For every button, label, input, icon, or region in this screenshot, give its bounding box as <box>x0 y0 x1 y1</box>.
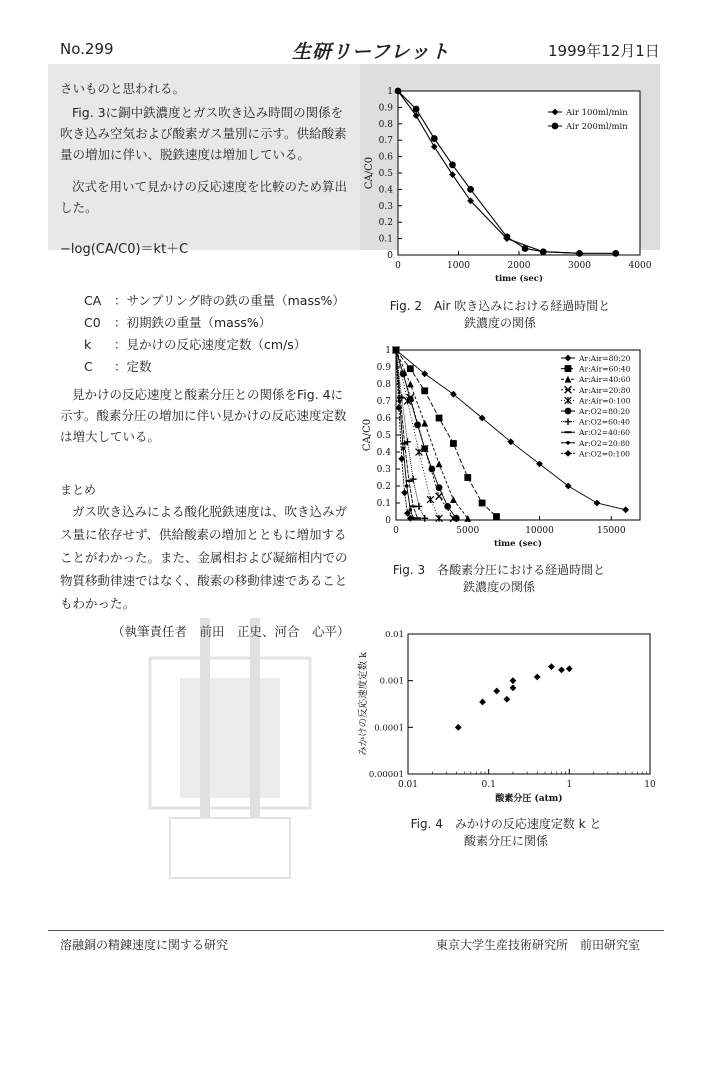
legend-marker <box>566 441 570 445</box>
data-point <box>407 365 414 372</box>
legend-marker <box>565 408 572 415</box>
data-point <box>395 88 402 95</box>
y-axis-label: みかけの反応速度定数 k <box>358 652 369 756</box>
y-tick-label: 1 <box>387 87 393 97</box>
data-point <box>444 503 451 510</box>
legend-label: Ar:O2=0:100 <box>579 449 630 459</box>
data-point <box>428 466 435 473</box>
definition-k: k ：見かけの反応速度定数（cm/s） <box>84 337 307 352</box>
x-tick-label: 0.1 <box>481 780 496 790</box>
y-tick-label: 0.1 <box>376 499 391 509</box>
data-point <box>436 484 443 491</box>
data-point <box>576 250 583 257</box>
x-tick-label: 10000 <box>525 526 554 536</box>
y-tick-label: 0.3 <box>378 201 393 212</box>
x-tick-label: 10 <box>644 780 656 790</box>
x-tick-label: 3000 <box>568 261 591 271</box>
x-tick-label: 5000 <box>456 526 480 536</box>
fig3-plot <box>362 346 640 549</box>
data-point <box>414 421 421 428</box>
x-axis-label: time (sec) <box>495 274 543 284</box>
y-tick-label: 0.2 <box>376 482 391 492</box>
definition-list <box>84 290 345 378</box>
fig3-caption-line2: 鉄濃度の関係 <box>462 580 535 594</box>
y-tick-label: 0.8 <box>378 119 393 130</box>
y-axis-label: CA/C0 <box>364 156 375 190</box>
y-tick-label: 0.0001 <box>374 723 404 734</box>
legend-label: Ar:Air=20:80 <box>579 385 631 395</box>
data-point <box>421 445 428 452</box>
legend-label: Ar:O2=20:80 <box>579 438 630 448</box>
x-tick-label: 0 <box>393 526 399 536</box>
y-tick-label: 0.5 <box>376 431 391 441</box>
x-tick-label: 0.01 <box>397 780 419 790</box>
data-point <box>436 415 443 422</box>
y-tick-label: 0.001 <box>379 676 404 687</box>
data-point <box>431 135 438 142</box>
y-tick-label: 0.8 <box>376 380 391 390</box>
paragraph-1: さいものと思われる。 <box>60 81 186 96</box>
fig4-chart <box>350 622 660 814</box>
fig3-caption-line1: Fig. 3 各酸素分圧における経過時間と <box>392 563 606 577</box>
paragraph-4: 見かけの反応速度と酸素分圧との関係をFig. 4に示す。酸素分圧の増加に伴い見かけの反応速度定数は増大している。 <box>60 387 347 444</box>
y-tick-label: 1 <box>385 346 391 356</box>
x-axis-label: time (sec) <box>494 539 542 549</box>
paragraph-3: 次式を用いて見かけの反応速度を比較のため算出した。 <box>60 179 348 215</box>
y-tick-label: 0.1 <box>378 234 393 245</box>
data-point <box>522 245 529 252</box>
legend-label: Ar:O2=60:40 <box>579 417 630 427</box>
y-tick-label: 0.5 <box>378 169 393 179</box>
issue-date: 1999年12月1日 <box>548 42 660 60</box>
data-point <box>407 396 414 403</box>
data-point <box>413 106 420 113</box>
legend-label: Ar:O2=80:20 <box>579 407 630 416</box>
definition-ca: CA ：サンプリング時の鉄の重量（mass%） <box>84 293 345 308</box>
paragraph-5: ガス吹き込みによる酸化脱鉄速度は、吹き込みガス量に依存せず、供給酸素の増加とともに増加することがわかった。また、金属相および凝縮相内での物質移動律速ではなく、酸素の移動律速であることもわかった。 <box>60 504 348 611</box>
fig4-caption <box>386 816 626 850</box>
data-point <box>479 500 486 507</box>
footer-right: 東京大学生産技術研究所 前田研究室 <box>436 938 641 952</box>
data-point <box>612 250 619 257</box>
data-point <box>453 515 460 522</box>
y-tick-label: 0.7 <box>378 136 393 147</box>
y-tick-label: 0.4 <box>376 448 391 458</box>
footer-left: 溶融銅の精錬速度に関する研究 <box>60 938 229 952</box>
x-tick-label: 0 <box>395 261 401 271</box>
legend-label: Ar:Air=60:40 <box>579 364 631 374</box>
data-point <box>493 513 500 520</box>
x-tick-label: 4000 <box>628 261 652 271</box>
fig2-caption-line2: 鉄濃度の関係 <box>463 316 536 330</box>
y-axis-label: CA/C0 <box>362 418 373 452</box>
definition-c0: C0 ：初期鉄の重量（mass%） <box>84 315 272 330</box>
paragraph-2: Fig. 3に銅中鉄濃度とガス吹き込み時間の関係を吹き込み空気および酸素ガス量別に示す。供給酸素量の増加に伴い、脱鉄速度は増加している。 <box>60 105 347 162</box>
y-tick-label: 0.01 <box>385 630 404 640</box>
legend-label: Air 100ml/min <box>566 108 628 118</box>
fig2-chart <box>358 82 658 294</box>
x-tick-label: 1000 <box>447 261 470 271</box>
y-tick-label: 0.00001 <box>368 770 404 780</box>
y-tick-label: 0 <box>385 516 391 526</box>
footer-rule <box>48 930 664 931</box>
data-point <box>409 508 413 512</box>
data-point <box>467 186 474 193</box>
issue-number: No.299 <box>60 40 114 58</box>
y-tick-label: 0.9 <box>376 363 391 373</box>
fig2-caption <box>380 298 620 332</box>
newsletter-title: 生研リーフレット <box>292 41 451 63</box>
y-tick-label: 0.7 <box>376 397 391 407</box>
x-tick-label: 2000 <box>507 261 531 271</box>
data-point <box>405 484 409 488</box>
authors: （執筆責任者 前田 正史、河合 心平） <box>112 624 350 639</box>
y-tick-label: 0.9 <box>378 103 393 114</box>
data-point <box>464 474 471 481</box>
legend-label: Ar:O2=40:60 <box>579 428 630 438</box>
legend-label: Ar:Air=0:100 <box>579 396 631 406</box>
rate-equation: −log(CA/C0)＝kt＋C <box>60 242 189 257</box>
x-tick-label: 1 <box>566 780 573 790</box>
fig3-caption <box>386 562 612 596</box>
y-tick-label: 0.3 <box>376 465 391 475</box>
data-point <box>450 440 457 447</box>
y-tick-label: 0.6 <box>376 414 391 424</box>
apparatus-showthrough <box>130 598 330 898</box>
data-point <box>540 248 547 255</box>
x-axis-label: 酸素分圧 (atm) <box>495 794 563 804</box>
data-point <box>400 370 407 377</box>
data-point <box>421 387 428 394</box>
legend-label: Ar:Air=80:20 <box>579 354 631 363</box>
data-point <box>401 447 405 451</box>
y-tick-label: 0.2 <box>378 218 393 229</box>
x-tick-label: 15000 <box>596 526 626 536</box>
fig3-chart <box>356 340 656 558</box>
summary-heading: まとめ <box>60 483 97 497</box>
legend-label: Ar:Air=40:60 <box>579 375 631 385</box>
fig4-caption-line2: 酸素分圧に関係 <box>463 834 548 848</box>
fig2-caption-line1: Fig. 2 Air 吹き込みにおける経過時間と <box>389 299 611 313</box>
y-tick-label: 0.6 <box>378 152 393 163</box>
y-tick-label: 0.4 <box>378 185 393 196</box>
fig4-plot <box>357 630 656 804</box>
fig4-caption-line1: Fig. 4 みかけの反応速度定数 k と <box>410 817 602 831</box>
definition-c: C ：定数 <box>84 359 152 374</box>
legend-label: Air 200ml/min <box>566 122 628 132</box>
legend-marker <box>552 123 559 130</box>
legend-marker <box>565 365 572 372</box>
fig2-plot <box>364 87 652 284</box>
y-tick-label: 0 <box>387 251 393 261</box>
plot-area <box>408 634 650 774</box>
data-point <box>504 234 511 241</box>
data-point <box>449 161 456 168</box>
